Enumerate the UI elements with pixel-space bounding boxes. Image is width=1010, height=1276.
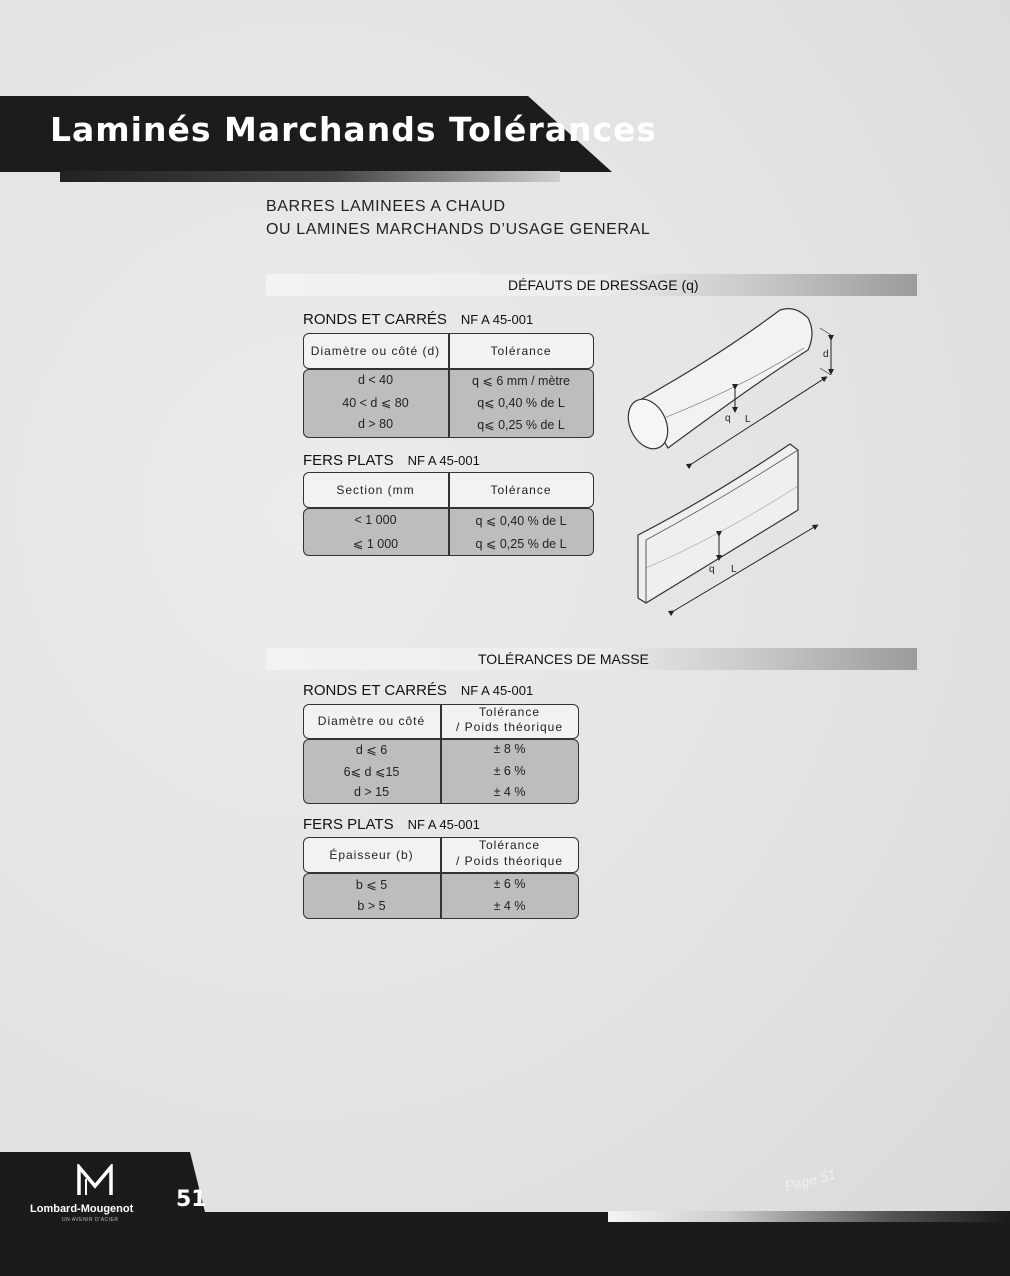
table-cell: d < 40: [357, 373, 394, 387]
brand-name: Lombard-Mougenot: [30, 1203, 134, 1215]
label-q: q: [725, 413, 731, 424]
page-number: 51: [176, 1187, 207, 1212]
table-cell: d > 15: [353, 785, 390, 799]
label-q: q: [709, 564, 715, 575]
table-dressage-plats: [303, 472, 594, 556]
title-underline: [60, 171, 560, 182]
header-cell-tolerance: Tolérance: [490, 483, 552, 497]
table-masse-ronds: [303, 704, 579, 804]
header-cell-tolerance: Tolérance: [478, 838, 541, 852]
table-cell: b > 5: [357, 899, 386, 913]
table-cell: q ⩽ 0,40 % de L: [475, 514, 567, 528]
header-cell-dimension: Diamètre ou côté: [317, 714, 426, 728]
flat-bar-diagram: [630, 438, 830, 628]
header-cell-section: Section (mm: [336, 483, 415, 497]
header-cell-tolerance: Tolérance: [478, 705, 541, 719]
label-L: L: [731, 564, 737, 575]
norm-reference: NF A 45-001: [460, 312, 534, 327]
label-L: L: [745, 414, 751, 425]
lombard-mougenot-logo-icon: [76, 1164, 118, 1198]
header-cell-tolerance-sub: / Poids théorique: [455, 720, 564, 734]
page-title: Laminés Marchands Tolérances: [50, 110, 658, 149]
header-cell-tolerance: Tolérance: [490, 344, 552, 358]
table-cell: ± 4 %: [493, 899, 526, 913]
header-cell-tolerance-sub: / Poids théorique: [455, 854, 564, 868]
intro-line-2: OU LAMINES MARCHANDS D’USAGE GENERAL: [266, 221, 651, 238]
table-cell: q ⩽ 6 mm / mètre: [472, 374, 570, 388]
table-dressage-ronds: [303, 333, 594, 438]
footer-stripe: [608, 1211, 1010, 1222]
table-cell: q⩽ 0,40 % de L: [477, 396, 565, 410]
table-cell: ± 6 %: [493, 877, 526, 891]
table-cell: d ⩽ 6: [355, 743, 388, 757]
table-cell: q ⩽ 0,25 % de L: [475, 537, 567, 551]
subtitle-text: FERS PLATS: [303, 452, 394, 469]
norm-reference: NF A 45-001: [460, 683, 534, 698]
section-title-masse: TOLÉRANCES DE MASSE: [478, 651, 649, 667]
subtitle-text: RONDS ET CARRÉS: [303, 311, 447, 328]
table-cell: ± 8 %: [493, 742, 526, 756]
brand-tagline: UN AVENIR D’ACIER: [62, 1217, 119, 1223]
table-cell: d > 80: [357, 417, 394, 431]
label-d: d: [823, 349, 829, 360]
section-title-dressage: DÉFAUTS DE DRESSAGE (q): [508, 277, 699, 293]
subtitle-masse-ronds: [303, 682, 533, 699]
intro-line-1: BARRES LAMINEES A CHAUD: [266, 198, 506, 215]
subtitle-text: FERS PLATS: [303, 816, 394, 833]
table-cell: 6⩽ d ⩽15: [343, 765, 400, 779]
norm-reference: NF A 45-001: [407, 453, 480, 468]
page-watermark: Page 51: [782, 1165, 838, 1195]
table-cell: < 1 000: [354, 513, 397, 527]
table-masse-plats: [303, 837, 579, 919]
subtitle-dressage-ronds: [303, 311, 533, 328]
norm-reference: NF A 45-001: [407, 817, 480, 832]
intro-heading: [266, 195, 650, 241]
subtitle-dressage-plats: [303, 452, 480, 469]
subtitle-text: RONDS ET CARRÉS: [303, 682, 447, 699]
subtitle-masse-plats: [303, 816, 480, 833]
table-cell: b ⩽ 5: [355, 878, 388, 892]
table-cell: ± 4 %: [493, 785, 526, 799]
table-cell: 40 < d ⩽ 80: [342, 396, 409, 410]
table-cell: ± 6 %: [493, 764, 526, 778]
header-cell-dimension: Diamètre ou côté (d): [310, 344, 441, 358]
table-cell: ⩽ 1 000: [352, 537, 399, 551]
header-cell-thickness: Épaisseur (b): [329, 848, 414, 862]
table-cell: q⩽ 0,25 % de L: [477, 418, 565, 432]
